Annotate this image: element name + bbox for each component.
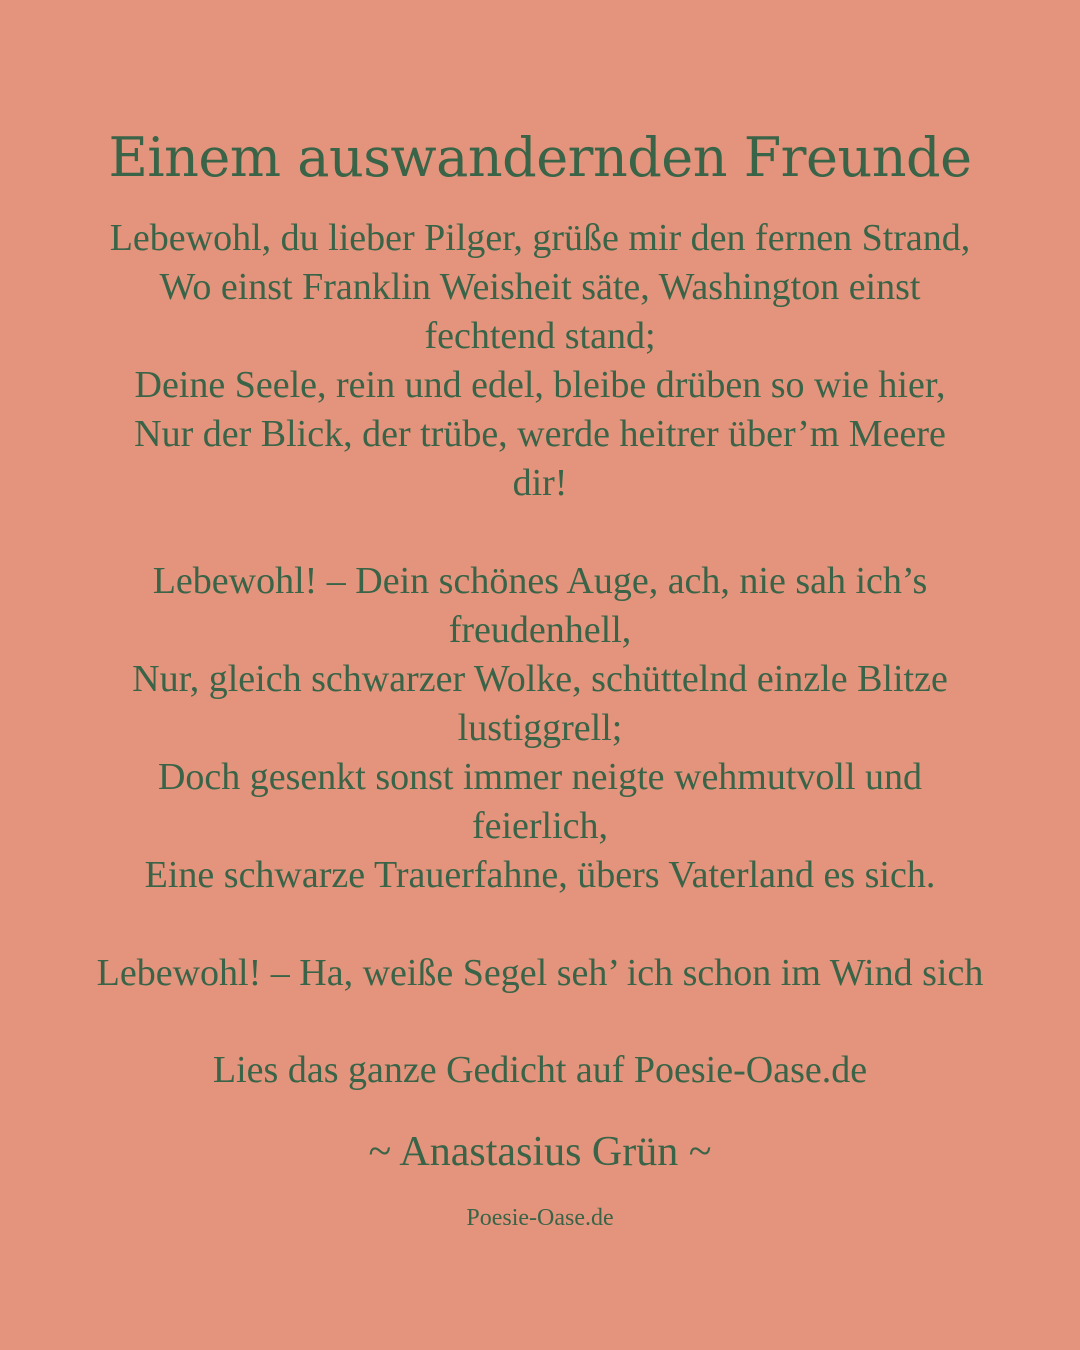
poem-line: feierlich, (471, 805, 609, 847)
poem-line: lustiggrell; (457, 707, 623, 749)
poem-line: fechtend stand; (424, 315, 656, 357)
poem-line: Nur, gleich schwarzer Wolke, schüttelnd einzle Blitze (132, 658, 948, 700)
poem-line: dir! (512, 462, 568, 504)
poem-body (40, 214, 1040, 998)
read-full-poem-text: Lies das ganze Gedicht auf Poesie-Oase.de (212, 1049, 868, 1091)
poem-title: Einem auswandernden Freunde (108, 126, 972, 189)
author-name: ~ Anastasius Grün ~ (368, 1129, 712, 1175)
poem-line: Doch gesenkt sonst immer neigte wehmutvoll und (157, 756, 923, 798)
site-watermark: Poesie-Oase.de (466, 1205, 614, 1231)
poem-line: Lebewohl! – Ha, weiße Segel seh’ ich schon im Wind sich (96, 952, 984, 994)
poem-line: freudenhell, (448, 609, 632, 651)
poem-line: Deine Seele, rein und edel, bleibe drüben so wie hier, (134, 364, 946, 406)
poem-line: Lebewohl, du lieber Pilger, grüße mir den fernen Strand, (109, 217, 971, 259)
stanza-gap (40, 508, 1040, 557)
poem-line: Lebewohl! – Dein schönes Auge, ach, nie sah ich’s (152, 560, 928, 602)
poem-line: Eine schwarze Trauerfahne, übers Vaterland es sich. (144, 854, 936, 896)
stanza-gap (40, 900, 1040, 949)
poem-line: Nur der Blick, der trübe, werde heitrer über’m Meere (134, 413, 946, 455)
poem-line: Wo einst Franklin Weisheit säte, Washington einst (159, 266, 921, 308)
